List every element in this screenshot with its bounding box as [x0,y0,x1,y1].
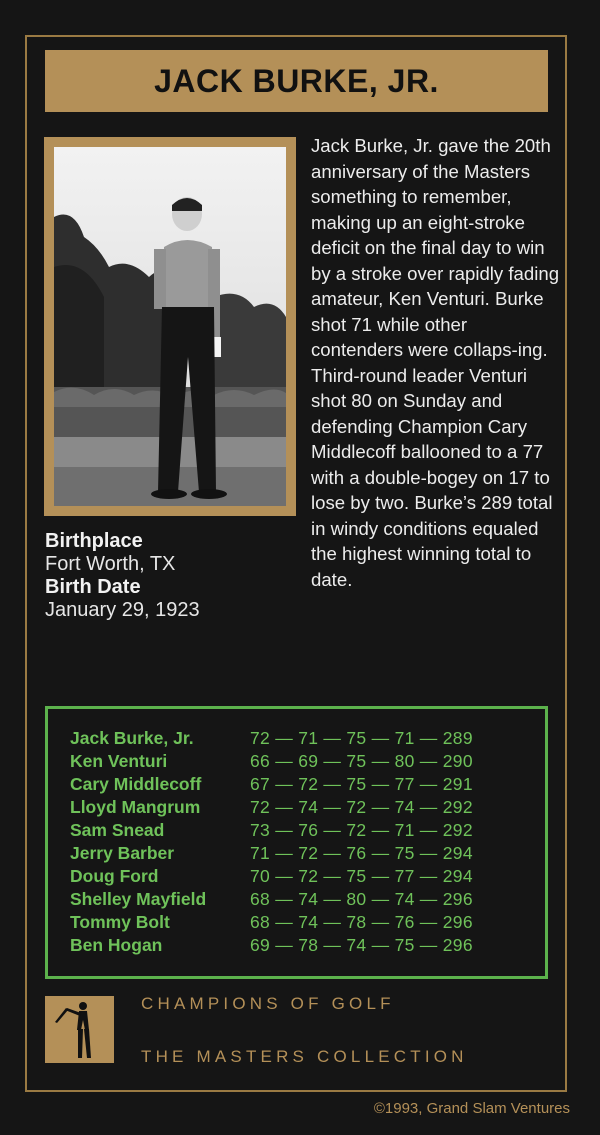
birthdate-value: January 29, 1923 [45,599,200,621]
round-scores: 68 — 74 — 80 — 74 — 296 [250,889,473,909]
birthplace-value: Fort Worth, TX [45,553,176,575]
leaderboard-row [70,889,540,912]
player-biography: Jack Burke, Jr. gave the 20th anniversary of the Masters something to remember, making up an eight-stroke deficit on the final day to win by a stroke over rapidly fading amateur, Ken Venturi. Burke shot 71 while other contenders were collaps-ing. Third-round leader Venturi shot 80 on Sunday and defending Champion Cary Middlecoff ballooned to a 77 with a double-bogey on 17 to lose by two. Burke’s 289 total in windy conditions equaled the highest winning total to date. [311,135,560,590]
leaderboard-row [70,774,540,797]
copyright-notice: ©1993, Grand Slam Ventures [373,1100,570,1117]
player-facts [45,530,295,622]
player-name: Ken Venturi [70,751,168,771]
round-scores: 70 — 72 — 75 — 77 — 294 [250,866,473,886]
leaderboard-row [70,797,540,820]
series-title-line2: THE MASTERS COLLECTION [141,1047,468,1066]
player-name: Sam Snead [70,820,165,840]
round-scores: 69 — 78 — 74 — 75 — 296 [250,935,473,955]
leaderboard-row [70,728,540,751]
round-scores: 66 — 69 — 75 — 80 — 290 [250,751,473,771]
round-scores: 72 — 71 — 75 — 71 — 289 [250,728,473,748]
round-scores: 67 — 72 — 75 — 77 — 291 [250,774,473,794]
birthdate-label: Birth Date [45,576,141,598]
golfer-silhouette-icon [45,996,114,1063]
player-name: Cary Middlecoff [70,774,202,794]
series-title-line1: CHAMPIONS OF GOLF [141,994,395,1013]
player-name: Jerry Barber [70,843,175,863]
round-scores: 72 — 74 — 72 — 74 — 292 [250,797,473,817]
player-name-title: JACK BURKE, JR. [154,62,439,99]
leaderboard-row [70,866,540,889]
player-photo-frame [44,137,296,516]
leaderboard-row [70,820,540,843]
birthplace-label: Birthplace [45,530,143,552]
title-bar [45,50,548,112]
player-name: Lloyd Mangrum [70,797,201,817]
player-photo [54,147,286,506]
round-scores: 73 — 76 — 72 — 71 — 292 [250,820,473,840]
player-name: Tommy Bolt [70,912,170,932]
round-scores: 71 — 72 — 76 — 75 — 294 [250,843,473,863]
tournament-leaderboard [45,706,548,979]
player-name: Jack Burke, Jr. [70,728,194,748]
player-name: Doug Ford [70,866,159,886]
leaderboard-row [70,751,540,774]
player-name: Shelley Mayfield [70,889,207,909]
round-scores: 68 — 74 — 78 — 76 — 296 [250,912,473,932]
leaderboard-row [70,935,540,958]
leaderboard-row [70,912,540,935]
player-name: Ben Hogan [70,935,163,955]
leaderboard-row [70,843,540,866]
